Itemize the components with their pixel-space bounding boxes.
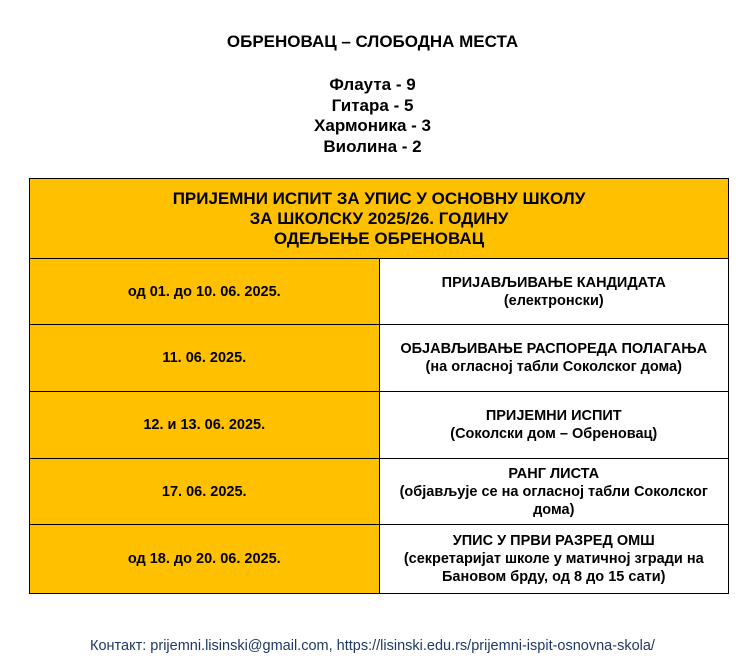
table-row <box>30 459 729 525</box>
row-note: (секретаријат школе у матичној згради на Бановом брду, од 8 до 15 сати) <box>403 551 704 585</box>
row-title: ПРИЈАВЉИВАЊЕ КАНДИДАТА <box>441 274 666 291</box>
table-row <box>30 325 729 392</box>
row-title: УПИС У ПРВИ РАЗРЕД ОМШ <box>452 533 655 549</box>
row-date: од 01. до 10. 06. 2025. <box>30 259 380 325</box>
header-line: ПРИЈЕМНИ ИСПИТ ЗА УПИС У ОСНОВНУ ШКОЛУ <box>172 188 586 208</box>
row-description <box>379 392 729 459</box>
row-date: 11. 06. 2025. <box>30 325 380 392</box>
row-description <box>379 525 729 594</box>
row-date: од 18. до 20. 06. 2025. <box>30 525 380 594</box>
table-row <box>30 392 729 459</box>
row-title: ОБЈАВЉИВАЊЕ РАСПОРЕДА ПОЛАГАЊА <box>400 341 708 357</box>
row-title: ПРИЈЕМНИ ИСПИТ <box>485 408 622 424</box>
row-date: 17. 06. 2025. <box>30 459 380 525</box>
header-line: ОДЕЉЕЊЕ ОБРЕНОВАЦ <box>273 228 485 248</box>
available-places-list <box>0 75 745 157</box>
instrument-guitar: Гитара - 5 <box>331 95 414 115</box>
row-note: (електронски) <box>503 292 604 309</box>
schedule-table <box>29 178 729 594</box>
instrument-violin: Виолина - 2 <box>323 136 422 156</box>
row-description <box>379 259 729 325</box>
table-row <box>30 259 729 325</box>
instrument-flute: Флаута - 9 <box>329 75 416 94</box>
page-title: ОБРЕНОВАЦ – СЛОБОДНА МЕСТА <box>226 32 519 51</box>
contact-line: Контакт: prijemni.lisinski@gmail.com, https://lisinski.edu.rs/prijemni-ispit-osnovna-skola/ <box>90 638 655 654</box>
row-note: (објављује се на огласној табли Соколског дома) <box>399 483 708 518</box>
row-note: (на огласној табли Соколског дома) <box>425 359 682 375</box>
row-date: 12. и 13. 06. 2025. <box>30 392 380 459</box>
schedule-header <box>30 179 729 259</box>
instrument-accordion: Хармоника - 3 <box>314 116 431 135</box>
row-description <box>379 325 729 392</box>
header-line: ЗА ШКОЛСКУ 2025/26. ГОДИНУ <box>249 208 509 228</box>
table-row <box>30 525 729 594</box>
row-title: РАНГ ЛИСТА <box>508 465 600 482</box>
row-description <box>379 459 729 525</box>
row-note: (Соколски дом – Обреновац) <box>450 426 658 442</box>
